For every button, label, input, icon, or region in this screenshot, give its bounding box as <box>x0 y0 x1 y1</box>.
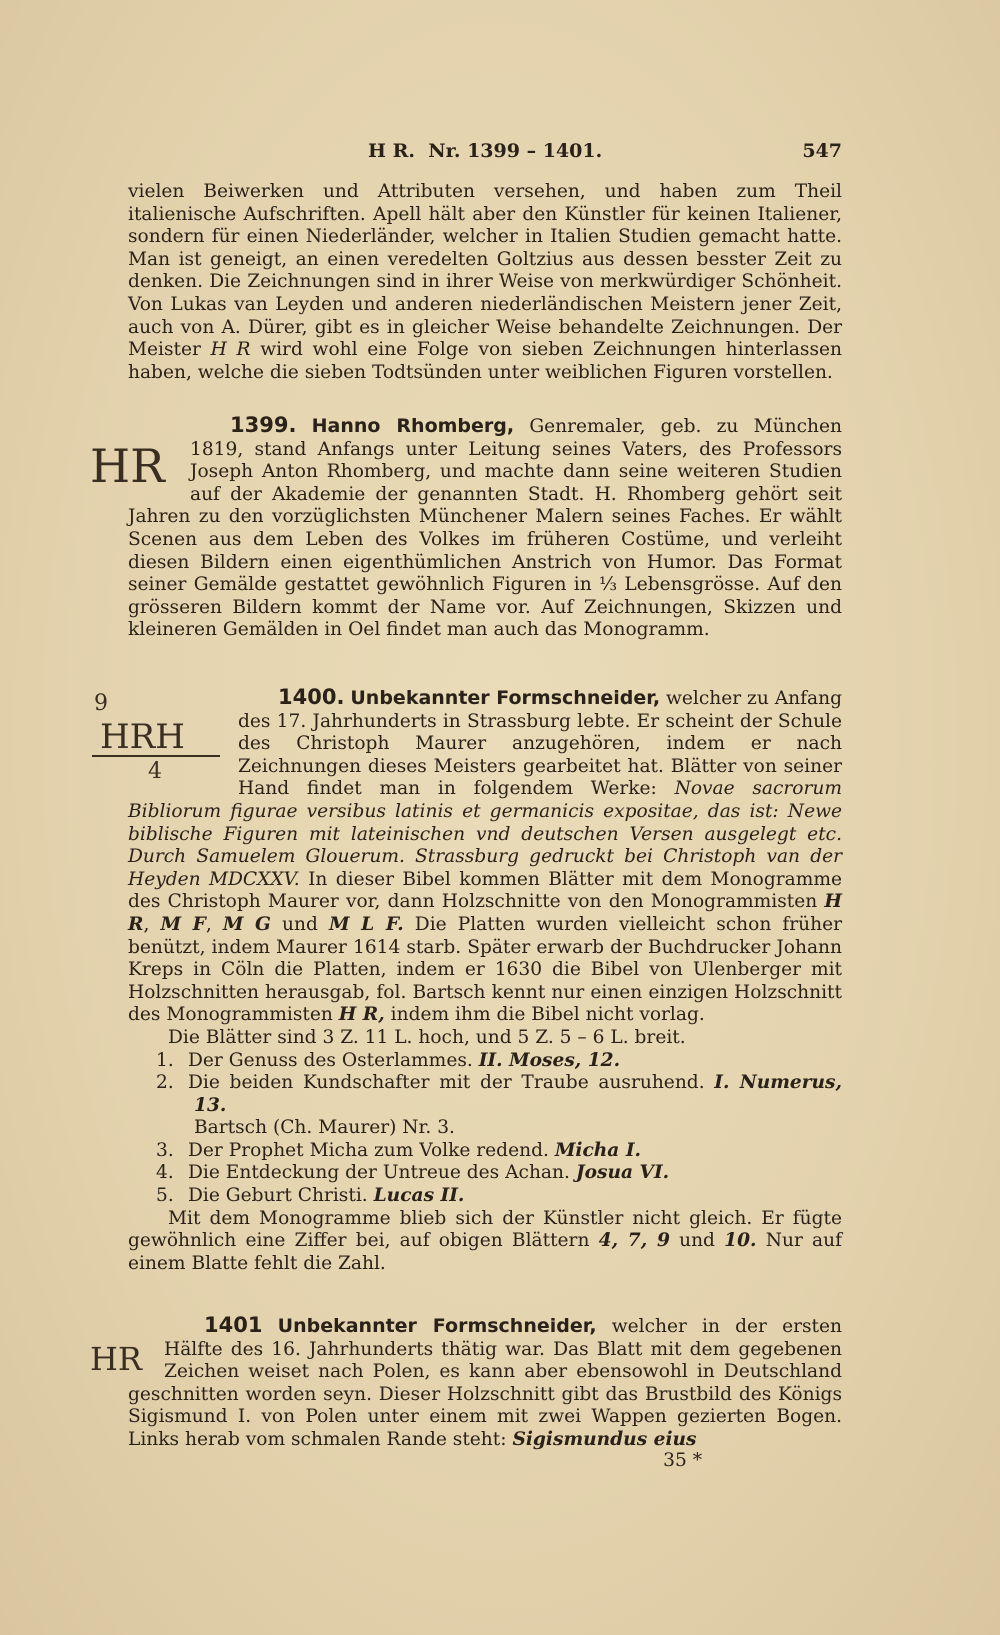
list-item: 5. Die Geburt Christi. Lucas II. <box>156 1185 465 1207</box>
header-title: H R. Nr. 1399 – 1401. <box>368 140 603 162</box>
monogram-digit-bottom: 4 <box>148 759 162 782</box>
entry-name: Hanno Rhomberg, <box>311 415 515 437</box>
entry-1399: 1399. Hanno Rhomberg, HR Genremaler, geb. zu München 1819, stand Anfangs unter Leitung seines Vaters, des Professors Joseph Anton Rhomberg, und machte dann seine weiteren Studien auf der Akademie der genannten Stadt. H. Rhomberg gehört seit Jahren zu den vorzüglichsten Münchener Malern seines Faches. Er wählt Scenen aus dem Leben des Volkes im früheren Costüme, und verleiht diesen Bildern einen eigenthümlichen Anstrich von Humor. Das Format seiner Gemälde gestattet gewöhnlich Figuren in ⅓ Lebensgrösse. Auf den grösseren Bildern kommt der Name vor. Auf Zeichnungen, Skizzen und kleineren Gemälden in Oel findet man auch das Monogramm. <box>90 413 842 641</box>
svg-text:HR: HR <box>90 1340 142 1378</box>
list-item: 4. Die Entdeckung der Untreue des Achan. Josua VI. <box>156 1162 670 1184</box>
dimensions-line: Die Blätter sind 3 Z. 11 L. hoch, und 5 Z. 5 – 6 L. breit. <box>168 1026 686 1048</box>
page-number: 547 <box>802 140 842 162</box>
list-item: 1. Der Genuss des Osterlammes. II. Moses, 12. <box>156 1049 621 1071</box>
svg-text:HRH: HRH <box>100 717 185 757</box>
entry-number: 1401 <box>204 1313 263 1337</box>
entry-name: Unbekannter Formschneider, <box>350 687 661 709</box>
entry-number: 1400. <box>278 685 345 709</box>
entry-1400: 1400. Unbekannter Formschneider, 9 HRH 4 welcher zu Anfang des 17. Jahrhunderts in Strassburg lebte. Er scheint der Schule des Christoph Maurer anzugehören, indem er nach Zeichnungen dieses Meisters gearbeitet hat. Blätter von seiner Hand findet man in folgendem Werke: Novae sacrorum Bibliorum figurae versibus latinis et germanicis expositae, das ist: Newe biblische Figuren mit lateinischen vnd deutschen Versen ausgelegt etc. Durch Samuelem Glouerum. Strassburg gedruckt bei Christoph van der Heyden MDCXXV. In dieser Bibel kommen Blätter mit dem Monogramme des Christoph Maurer vor, dann Holzschnitte von den Monogrammisten H R, M F, M G und M L F. Die Platten wurden vielleicht schon früher benützt, indem Maurer 1614 starb. Später erwarb der Buchdrucker Johann Kreps in Cöln die Platten, indem er 1630 die Bibel von Ulenberger mit Holzschnitten herausgab, fol. Bartsch kennt nur einen einzigen Holzschnitt des Monogrammisten H R, indem ihm die Bibel nicht vorlag. Die Blätter sind 3 Z. 11 L. hoch, und 5 Z. 5 – 6 L. breit. 1. Der Genuss des Osterlammes. II. Moses, 12. 2. Die beiden Kundschafter mit der Traube ausruhend. I. Numerus, 13. Bartsch (Ch. Maurer) Nr. 3. 3. Der Prophet Micha zum Volke redend. Micha I. 4. Die Entdeckung der Untreue des Achan. Josua VI. 5. Die Geburt Christi. Lucas II. Mit dem Monogramme blieb sich der Künstler nicht gleich. Er fügte gewöhnlich eine Ziffer bei, auf obigen Blättern 4, 7, 9 und 10. Nur auf einem Blatte fehlt die Zahl. <box>128 686 842 1275</box>
monogram-hr-small-icon <box>88 1338 154 1378</box>
list-item: 2. Die beiden Kundschafter mit der Traube ausruhend. I. Numerus, 13. Bartsch (Ch. Maurer) Nr. 3. <box>156 1072 842 1139</box>
entry-1401: 1401 Unbekannter Formschneider, HR welcher in der ersten Hälfte des 16. Jahrhunderts thätig war. Das Blatt mit dem gegebenen Zeichen weiset nach Polen, es kann aber ebensowohl in Deutschland geschnitten worden seyn. Dieser Holzschnitt gibt das Brustbild des Königs Sigismund I. von Polen unter einem mit zwei Wappen gezierten Bogen. Links herab vom schmalen Rande steht: Sigismundus eius 35 * <box>90 1313 843 1471</box>
sheet-signature: 35 * <box>663 1449 702 1471</box>
closing-paragraph: Mit dem Monogramme blieb sich der Künstler nicht gleich. Er fügte gewöhnlich eine Ziffer bei, auf obigen Blättern 4, 7, 9 und 10. Nur auf einem Blatte fehlt die Zahl. <box>128 1207 842 1274</box>
monogram-hrh-icon <box>88 686 228 782</box>
intro-paragraph: vielen Beiwerken und Attributen versehen, und haben zum Theil italienische Aufschriften. Apell hält aber den Künstler für keinen Italiener, sondern für einen Niederländer, welcher in Italien Studien gemacht hatte. Man ist geneigt, an einen veredelten Goltzius aus dessen besster Zeit zu denken. Die Zeichnungen sind in ihrer Weise von merkwürdiger Schönheit. Von Lukas van Leyden und anderen niederländischen Meistern jener Zeit, auch von A. Dürer, gibt es in gleicher Weise behandelte Zeichnungen. Der Meister H R wird wohl eine Folge von sieben Zeichnungen hinterlassen haben, welche die sieben Todtsünden unter weiblichen Figuren vorstellen. <box>128 181 842 383</box>
monogram-hr-icon <box>88 440 180 488</box>
entry-name: Unbekannter Formschneider, <box>277 1315 597 1337</box>
monogram-digit-top: 9 <box>94 691 108 716</box>
running-header <box>128 140 842 164</box>
plate-list <box>128 1050 842 1208</box>
monogram-hr-text: HR <box>90 440 165 488</box>
list-item: 3. Der Prophet Micha zum Volke redend. Micha I. <box>156 1139 641 1161</box>
entry-number: 1399. <box>230 413 297 437</box>
